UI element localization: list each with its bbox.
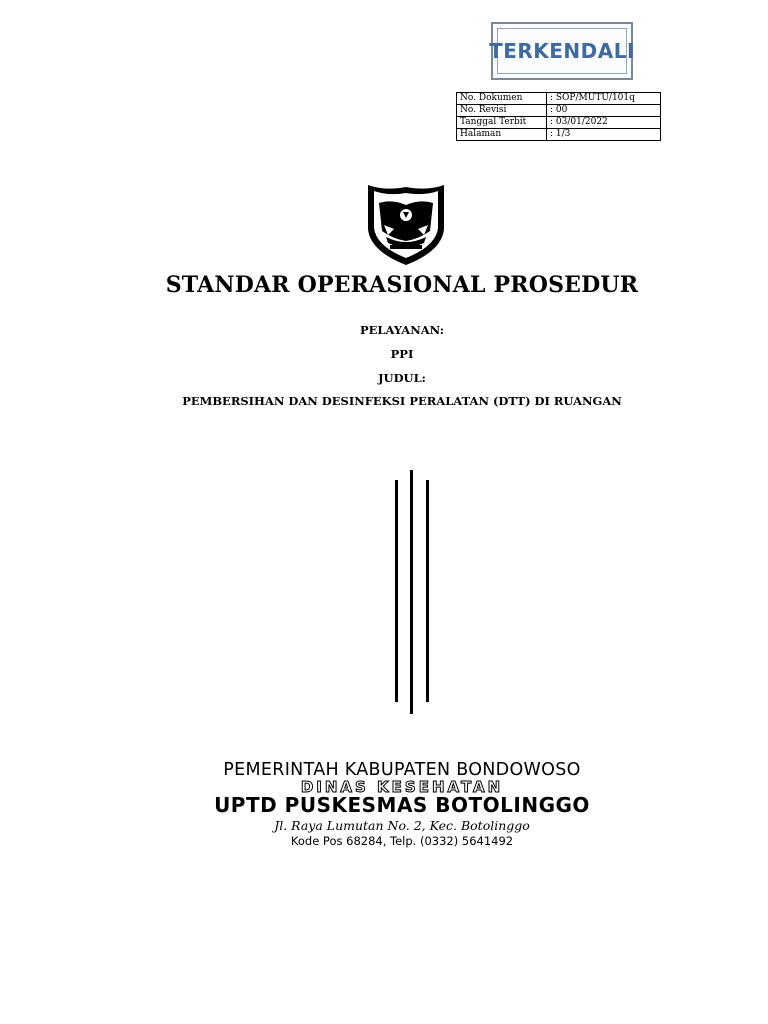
revision-value: : 00 bbox=[547, 105, 661, 117]
page-value: : 1/3 bbox=[547, 129, 661, 141]
revision-label: No. Revisi bbox=[457, 105, 547, 117]
terkendali-stamp bbox=[491, 22, 633, 80]
divider-line-right bbox=[426, 480, 429, 702]
government-name: PEMERINTAH KABUPATEN BONDOWOSO bbox=[223, 760, 581, 780]
judul-value: PEMBERSIHAN DAN DESINFEKSI PERALATAN (DTT) DI RUANGAN bbox=[182, 394, 622, 408]
unit-name: UPTD PUSKESMAS BOTOLINGGO bbox=[214, 793, 590, 817]
divider-line-left bbox=[395, 480, 398, 702]
regency-emblem-logo bbox=[364, 181, 448, 267]
doc-number-value: : SOP/MUTU/101q bbox=[547, 93, 661, 105]
page-label: Halaman bbox=[457, 129, 547, 141]
service-value: PPI bbox=[390, 347, 414, 361]
page-title: STANDAR OPERASIONAL PROSEDUR bbox=[165, 272, 639, 298]
doc-info-row bbox=[457, 93, 661, 105]
address: Jl. Raya Lumutan No. 2, Kec. Botolinggo bbox=[274, 818, 530, 833]
issue-date-label: Tanggal Terbit bbox=[457, 117, 547, 129]
service-label: PELAYANAN: bbox=[359, 323, 445, 337]
doc-info-row bbox=[457, 105, 661, 117]
stamp-text: TERKENDALI bbox=[497, 28, 627, 74]
doc-info-row bbox=[457, 129, 661, 141]
divider-line-center bbox=[410, 470, 413, 714]
postal-phone: Kode Pos 68284, Telp. (0332) 5641492 bbox=[290, 834, 514, 848]
doc-info-row bbox=[457, 117, 661, 129]
judul-label: JUDUL: bbox=[378, 371, 426, 385]
document-info-table bbox=[456, 92, 661, 141]
department-name: DINAS KESEHATAN bbox=[300, 778, 504, 796]
issue-date-value: : 03/01/2022 bbox=[547, 117, 661, 129]
doc-number-label: No. Dokumen bbox=[457, 93, 547, 105]
